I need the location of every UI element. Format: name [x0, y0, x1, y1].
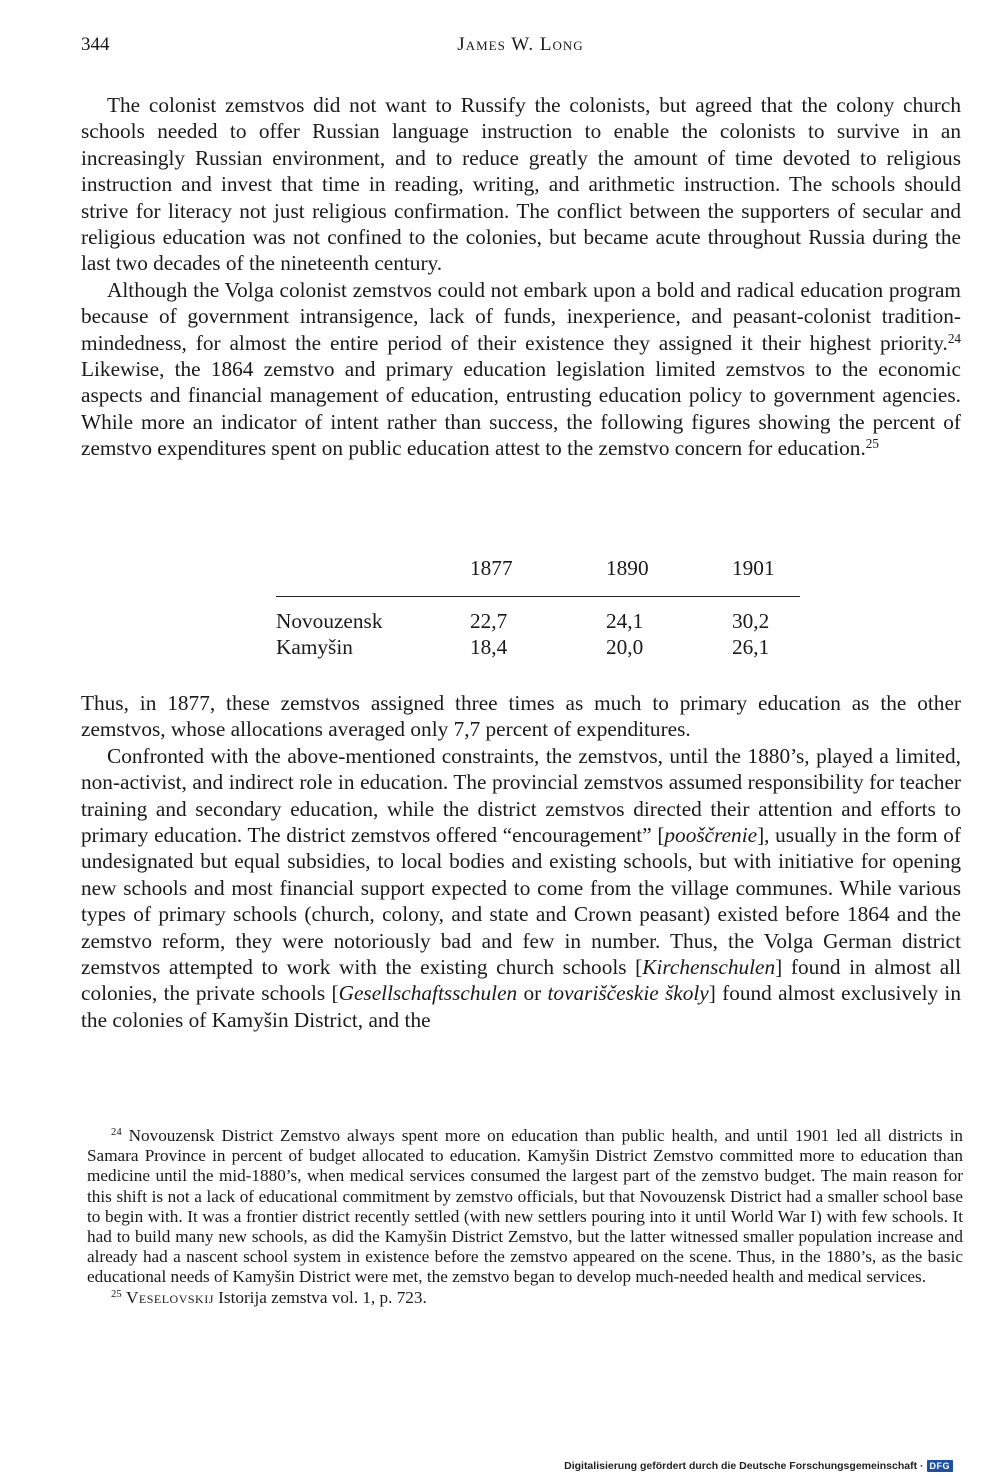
footnote-ref: 24 [947, 330, 961, 346]
page-header [81, 34, 960, 64]
footnote [87, 1288, 963, 1308]
digitization-text: Digitalisierung gefördert durch die Deutsche Forschungsgemeinschaft · [564, 1460, 924, 1472]
dfg-logo-icon: DFG [927, 1460, 954, 1472]
text-run: Novouzensk District Zemstvo always spent more on education than public health, and until 1901 led all districts in Samara Province in percent of budget allocated to education. Kamyšin District Zemstvo committed more to education than medicine until the mid-1880’s, when medical services consumed the largest part of the zemstvo budget. The main reason for this shift is not a lack of educational commitment by zemstvo officials, but that Novouzensk District had a smaller school base to begin with. It was a frontier district recently settled (with new settlers pouring into it until World War I) with few schools. It had to build many new schools, as did the Kamyšin District Zemstvo, but the latter witnessed smaller population increase and already had a nascent school system in existence before the zemstvo appeared on the scene. Thus, in the 1880’s, as the basic educational needs of Kamyšin District were met, the zemstvo began to develop much-needed health and medical services. [87, 1126, 963, 1287]
italic-term: Gesellschaftsschulen [338, 981, 518, 1006]
text-run: Likewise, the 1864 zemstvo and primary education legislation limited zemstvos to the economic aspects and financial management of education, entrusting education policy to government agencies. While more an indicator of intent rather than success, the following figures showing the percent of zemstvo expenditures spent on public education attest to the zemstvo concern for education. [81, 357, 961, 461]
footnote-ref: 25 [111, 1288, 122, 1300]
text-run: Although the Volga colonist zemstvos could not embark upon a bold and radical education program because of government intransigence, lack of funds, inexperience, and peasant-colonist tradition-mindedness, for almost the entire period of their existence they assigned it their highest priority. [81, 277, 961, 355]
text-run: Confronted with the above-mentioned constraints, the zemstvos, until the 1880’s, played a limited, non-activist, and indirect role in education. The provincial zemstvos assumed responsibility for teacher training and secondary education, while the district zemstvos directed their attention and efforts to primary education. The district zemstvos offered “encouragement” [ [81, 743, 961, 848]
italic-term: tovariščeskie školy [547, 981, 709, 1006]
table-header-row [276, 556, 802, 592]
paragraph [81, 277, 961, 462]
table-rule [276, 596, 800, 597]
table-cell: 22,7 [470, 609, 508, 633]
table-header-cell: 1877 [470, 556, 513, 580]
page-number: 344 [81, 34, 110, 55]
text-run: Istorija zemstva vol. 1, p. 723. [213, 1287, 427, 1307]
table-cell: 30,2 [732, 609, 770, 633]
paragraph [81, 690, 961, 743]
expenditure-table [276, 556, 802, 661]
table-cell: 20,0 [606, 635, 644, 659]
table-cell: Kamyšin [276, 635, 353, 659]
text-run: ] found in almost all colonies, the private schools [ [81, 955, 961, 1006]
body-text-bottom [81, 690, 961, 1033]
text-run: The colonist zemstvos did not want to Russify the colonists, but agreed that the colony church schools needed to offer Russian language instruction to enable the colonists to survive in an increasingly Russian environment, and to reduce greatly the amount of time devoted to religious instruction and invest that time in reading, writing, and arithmetic instruction. The schools should strive for literacy not just religious confirmation. The conflict between the supporters of secular and religious education was not confined to the colonies, but became acute throughout Russia during the last two decades of the nineteenth century. [81, 93, 961, 276]
table-cell: Novouzensk [276, 609, 383, 633]
footnote-ref: 25 [865, 436, 879, 452]
author-name: Veselovskij [125, 1287, 214, 1307]
text-run: ], usually in the form of undesignated but equal subsidies, to local bodies and existing schools, but with initiative for opening new schools and most financial support expected to come from the village communes. While various types of primary schools (church, colony, and state and Crown peasant) existed before 1864 and the zemstvo reform, they were notoriously bad and few in number. Thus, the Volga German district zemstvos attempted to work with the existing church schools [ [81, 823, 961, 980]
running-head: James W. Long [457, 34, 584, 55]
paragraph [81, 92, 961, 277]
digitization-notice [564, 1460, 953, 1472]
text-run: Thus, in 1877, these zemstvos assigned three times as much to primary education as the other zemstvos, whose allocations averaged only 7,7 percent of expenditures. [81, 691, 961, 742]
table-row [276, 635, 802, 661]
footnote [87, 1126, 963, 1288]
table-cell: 18,4 [470, 635, 508, 659]
table-header-cell: 1901 [732, 556, 775, 580]
italic-term: pooščrenie [664, 823, 758, 848]
text-run: ] found almost exclusively in the colonies of Kamyšin District, and the [81, 981, 961, 1032]
table-header-cell: 1890 [606, 556, 649, 580]
body-text-top [81, 92, 961, 462]
table-cell: 26,1 [732, 635, 770, 659]
footnote-ref: 24 [111, 1127, 122, 1139]
table-cell: 24,1 [606, 609, 644, 633]
text-run: or [517, 981, 548, 1006]
table-row [276, 609, 802, 635]
paragraph [81, 743, 961, 1033]
italic-term: Kirchenschulen [642, 955, 776, 980]
footnotes [87, 1126, 963, 1308]
